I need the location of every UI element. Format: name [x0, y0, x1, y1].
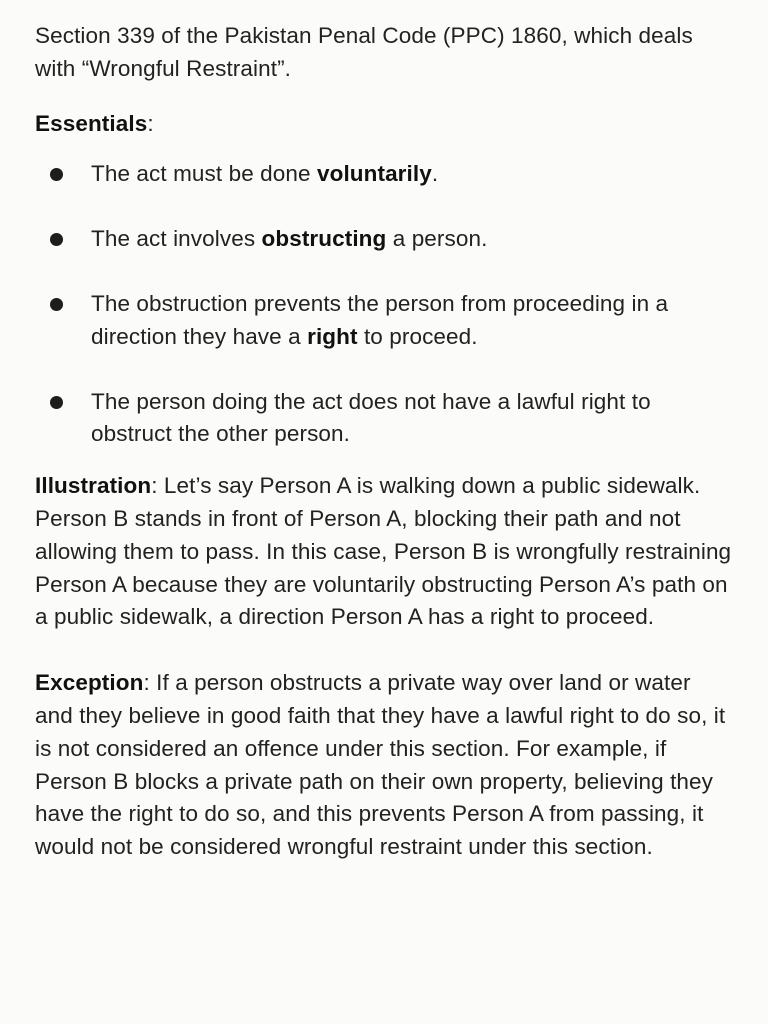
- exception-paragraph: [35, 667, 734, 864]
- list-item-text-bold: voluntarily: [316, 161, 432, 187]
- illustration-label: Illustration: [35, 473, 152, 499]
- list-item-text-after: to proceed.: [357, 323, 478, 349]
- exception-text: : If a person obstructs a private way over land or water and they believe in good faith that they have a lawful right to do so, it is not considered an offence under this section. For example, if Person B blocks a private path on their own property, believing they have the right to do so, and this prevents Person A from passing, it would not be considered wrongful restraint under this section.: [35, 670, 726, 860]
- bullet-icon: [50, 396, 63, 409]
- essentials-heading: [35, 108, 734, 141]
- exception-label: Exception: [35, 670, 144, 696]
- list-item-text-bold: obstructing: [261, 226, 387, 252]
- list-item-text-before: The person doing the act does not have a lawful right to obstruct the other person.: [91, 388, 651, 447]
- bullet-icon: [50, 233, 63, 246]
- illustration-paragraph: [35, 470, 734, 634]
- bullet-icon: [50, 168, 63, 181]
- intro-paragraph: [35, 20, 734, 86]
- list-item: [35, 223, 734, 256]
- list-item: [35, 288, 734, 354]
- list-item-text-after: a person.: [386, 226, 488, 252]
- illustration-text: : Let’s say Person A is walking down a public sidewalk. Person B stands in front of Person A, blocking their path and not allowing them to pass. In this case, Person B is wrongfully restraining Person A because they are voluntarily obstructing Person A’s path on a public sidewalk, a direction Person A has a right to proceed.: [35, 473, 732, 630]
- list-item: [35, 386, 734, 452]
- bullet-icon: [50, 298, 63, 311]
- list-item-text-bold: right: [307, 323, 358, 349]
- intro-text: Section 339 of the Pakistan Penal Code (PPC) 1860, which deals with “Wrongful Restraint”.: [35, 23, 693, 81]
- essentials-heading-label: Essentials: [35, 110, 148, 136]
- list-item-text-before: The obstruction prevents the person from proceeding in a direction they have a: [91, 290, 669, 349]
- list-item-text-before: The act involves: [91, 226, 262, 252]
- list-item-text-after: .: [431, 161, 439, 187]
- essentials-list: [35, 158, 734, 451]
- essentials-heading-colon: :: [147, 110, 154, 136]
- list-item-text-before: The act must be done: [91, 161, 317, 187]
- list-item: [35, 158, 734, 191]
